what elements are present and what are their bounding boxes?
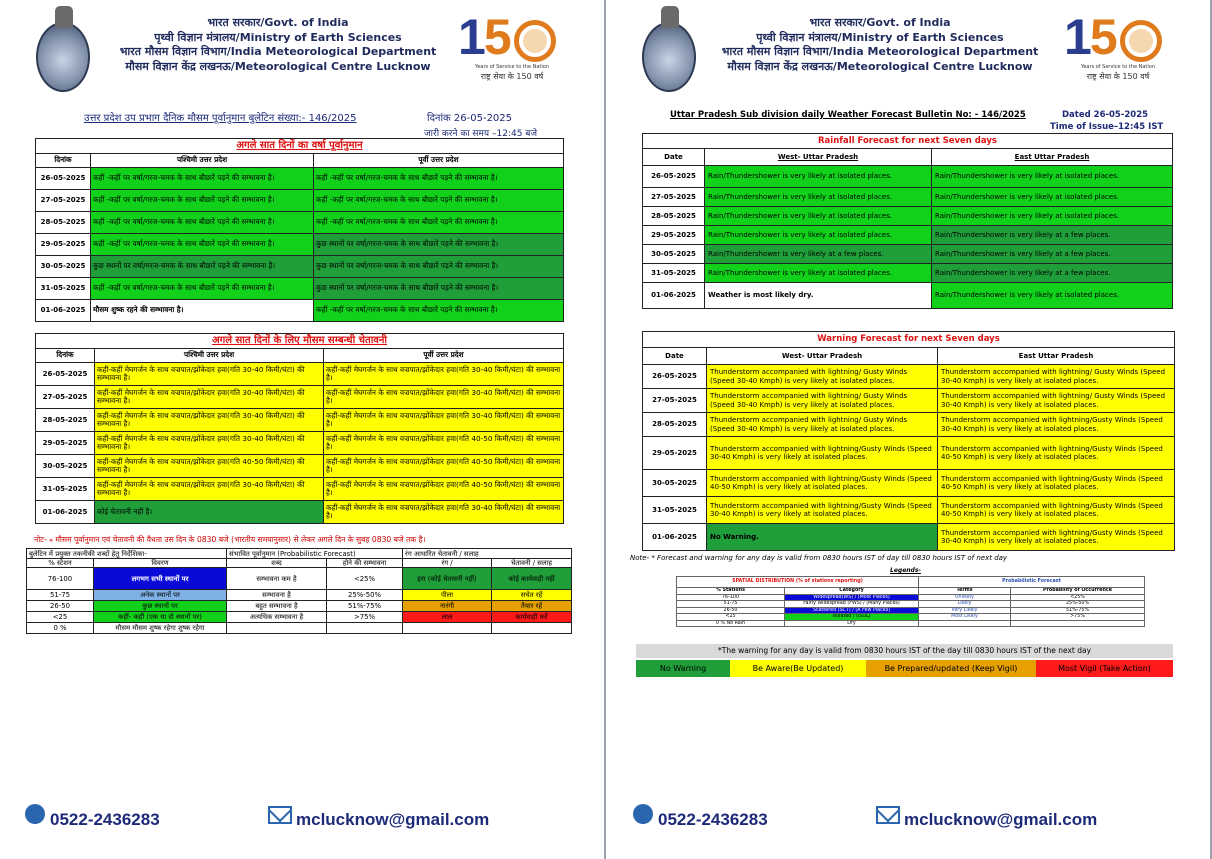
- email-address[interactable]: mclucknow@gmail.com: [296, 810, 490, 829]
- phone-number[interactable]: 0522-2436283: [50, 810, 160, 829]
- legend-prob: 51%-75%: [1011, 607, 1145, 614]
- 150-years-logo: [458, 9, 566, 86]
- legend-prob: >75%: [1011, 614, 1145, 621]
- legend-advice: कार्यवाही करें: [492, 612, 572, 623]
- logo-tagline: Years of Service to the Nation: [474, 64, 550, 70]
- row-west: कहीं -कहीं पर वर्षा/गरज-चमक के साथ बौछारें पड़ने की सम्भावना है।: [91, 190, 314, 212]
- legend-term: Likely: [919, 601, 1011, 608]
- row-east: कहीं-कहीं मेघगर्जन के साथ वज्रपात/झोंकेदार हवा(गति 30-40 किमी/घंटा) की सम्भावना है।: [324, 501, 564, 524]
- header-line-3: भारत मौसम विज्ञान विभाग/India Meteorological Department: [721, 45, 1039, 58]
- legend-color: पीला: [403, 590, 492, 601]
- row-date: 01-06-2025: [36, 501, 95, 524]
- table-row: [36, 256, 564, 278]
- header-line-1: भारत सरकार/Govt. of India: [207, 16, 349, 29]
- legend-term: [919, 620, 1011, 627]
- row-date: 30-05-2025: [36, 455, 95, 478]
- row-east: Thunderstorm accompanied with lightning/Gusty Winds (Speed 40-50 Kmph) is very likely at isolated places.: [938, 470, 1175, 497]
- legend-desc: कहीं- कहीं (एक या दो स्थानों पर): [94, 612, 227, 623]
- table-row: [643, 413, 1175, 437]
- legend-col-desc: विवरण: [94, 559, 227, 568]
- row-date: 26-05-2025: [643, 365, 707, 389]
- legend-desc: मौसम मौसम शुष्क रहेगा शुष्क रहेगा: [94, 623, 227, 634]
- row-west: कहीं -कहीं पर वर्षा/गरज-चमक के साथ बौछारें पड़ने की सम्भावना है।: [91, 234, 314, 256]
- row-west: Rain/Thundershower is very likely at a few places.: [705, 245, 932, 264]
- row-east: Thunderstorm accompanied with lightning/Gusty Winds (Speed 30-40 Kmph) is very likely at isolated places.: [938, 413, 1175, 437]
- logo-digit-1: 1: [458, 9, 484, 65]
- legend-prob: [327, 623, 403, 634]
- row-date: 29-05-2025: [36, 234, 91, 256]
- legend-prob: 25%-50%: [1011, 601, 1145, 608]
- table-row: [36, 455, 564, 478]
- col-east: पूर्वी उत्तर प्रदेश: [314, 154, 564, 168]
- table-row: [643, 207, 1173, 226]
- col-date: दिनांक: [36, 349, 95, 363]
- row-west: कुछ स्थानों पर वर्षा/गरज-चमक के साथ बौछारें पड़ने की सम्भावना है।: [91, 256, 314, 278]
- legend-col-term: शब्द: [227, 559, 327, 568]
- row-west: कहीं-कहीं मेघगर्जन के साथ वज्रपात/झोंकेदार हवा(गति 30-40 किमी/घंटा) की सम्भावना है।: [95, 363, 324, 386]
- 150-years-logo: [1064, 9, 1172, 86]
- row-west: Rain/Thundershower is very likely at isolated places.: [705, 207, 932, 226]
- row-east: कहीं-कहीं मेघगर्जन के साथ वज्रपात/झोंकेदार हवा(गति 30-40 किमी/घंटा) की सम्भावना है।: [324, 386, 564, 409]
- table-row: [36, 234, 564, 256]
- row-date: 29-05-2025: [643, 437, 707, 470]
- row-west: Thunderstorm accompanied with lightning/ Gusty Winds (Speed 30-40 Kmph) is very likely at isolated places.: [707, 413, 938, 437]
- imd-emblem: [642, 22, 696, 92]
- row-date: 30-05-2025: [643, 470, 707, 497]
- legend-pct: 51-75: [27, 590, 94, 601]
- table-row: [643, 389, 1175, 413]
- warning-forecast-table: [642, 331, 1175, 551]
- warn-table-caption: Warning Forecast for next Seven days: [643, 332, 1175, 348]
- logo-tagline-hindi: राष्ट्र सेवा के 150 वर्ष: [1086, 72, 1150, 81]
- header-line-3: भारत मौसम विज्ञान विभाग/India Meteorological Department: [119, 45, 437, 58]
- legend-pct: <25: [677, 614, 785, 621]
- row-east: Rain/Thundershower is very likely at isolated places.: [932, 283, 1173, 309]
- table-row: [36, 432, 564, 455]
- bulletin-date: Dated 26-05-2025: [1062, 110, 1149, 120]
- row-date: 28-05-2025: [643, 207, 705, 226]
- bulletin-title: Uttar Pradesh Sub division daily Weather Forecast Bulletin No: - 146/2025: [670, 110, 1026, 120]
- row-east: Rain/Thundershower is very likely at isolated places.: [932, 207, 1173, 226]
- row-date: 28-05-2025: [36, 212, 91, 234]
- table-row: [36, 363, 564, 386]
- legend-heading-1: बुलेटिन में प्रयुक्त तकनीकी शब्दों हेतु निर्देशिका-: [27, 549, 227, 559]
- legend-prob: >75%: [327, 612, 403, 623]
- col-date: दिनांक: [36, 154, 91, 168]
- table-row: [36, 478, 564, 501]
- row-date: 31-05-2025: [36, 278, 91, 300]
- header-block: [108, 16, 448, 74]
- row-east: Rain/Thundershower is very likely at isolated places.: [932, 166, 1173, 188]
- row-east: कुछ स्थानों पर वर्षा/गरज-चमक के साथ बौछारें पड़ने की सम्भावना है।: [314, 278, 564, 300]
- logo-tagline: Years of Service to the Nation: [1080, 64, 1156, 70]
- legend-pct: <25: [27, 612, 94, 623]
- legend-term: [227, 623, 327, 634]
- legend-table: [26, 548, 572, 634]
- legend-col-prob: Probability of Occurrence: [1011, 588, 1145, 595]
- row-date: 26-05-2025: [36, 363, 95, 386]
- validity-note: Note- * Forecast and warning for any day is valid from 0830 hours IST of day till 0830 hours IST of next day: [630, 554, 1008, 562]
- legend-col-color: रंग /: [403, 559, 492, 568]
- legend-term: बहुत सम्भावना है: [227, 601, 327, 612]
- header-line-4: मौसम विज्ञान केंद्र लखनऊ/Meteorological Centre Lucknow: [727, 59, 1033, 73]
- table-row: [643, 497, 1175, 524]
- legend-desc: अनेक स्थानों पर: [94, 590, 227, 601]
- row-east: कहीं -कहीं पर वर्षा/गरज-चमक के साथ बौछारें पड़ने की सम्भावना है।: [314, 168, 564, 190]
- legend-pct: 26-50: [677, 607, 785, 614]
- table-row: [36, 278, 564, 300]
- col-west: पश्चिमी उत्तर प्रदेश: [91, 154, 314, 168]
- legend-pct: 76-100: [677, 594, 785, 601]
- row-date: 01-06-2025: [36, 300, 91, 322]
- row-west: Thunderstorm accompanied with lightning/ Gusty Winds (Speed 30-40 Kmph) is very likely at isolated places.: [707, 365, 938, 389]
- row-west: कहीं-कहीं मेघगर्जन के साथ वज्रपात/झोंकेदार हवा(गति 30-40 किमी/घंटा) की सम्भावना है।: [95, 409, 324, 432]
- legend-pct: 51-75: [677, 601, 785, 608]
- row-east: कहीं-कहीं मेघगर्जन के साथ वज्रपात/झोंकेदार हवा(गति 40-50 किमी/घंटा) की सम्भावना है।: [324, 455, 564, 478]
- legend-col-prob: होने की सम्भावना: [327, 559, 403, 568]
- legend-bar-red: Most Vigil (Take Action): [1036, 660, 1173, 677]
- phone-icon: [633, 804, 653, 824]
- row-date: 27-05-2025: [36, 386, 95, 409]
- legend-color: नारंगी: [403, 601, 492, 612]
- col-east: East Uttar Pradesh: [932, 149, 1173, 166]
- row-west: कहीं -कहीं पर वर्षा/गरज-चमक के साथ बौछारें पड़ने की सम्भावना है।: [91, 168, 314, 190]
- table-row: [36, 190, 564, 212]
- row-east: कहीं -कहीं पर वर्षा/गरज-चमक के साथ बौछारें पड़ने की सम्भावना है।: [314, 190, 564, 212]
- row-west: Thunderstorm accompanied with lightning/Gusty Winds (Speed 30-40 Kmph) is very likely at isolated places.: [707, 497, 938, 524]
- legends-title: Legends-: [890, 567, 921, 574]
- legend-pct: 26-50: [27, 601, 94, 612]
- row-west: Rain/Thundershower is very likely at isolated places.: [705, 166, 932, 188]
- legend-col-term: Terms: [919, 588, 1011, 595]
- legend-bar-green: No Warning: [636, 660, 730, 677]
- row-west: No Warning.: [707, 524, 938, 551]
- legend-table: [676, 576, 1145, 627]
- row-west: Weather is most likely dry.: [705, 283, 932, 309]
- row-date: 26-05-2025: [36, 168, 91, 190]
- issue-time: Time of Issue–12:45 IST: [1050, 122, 1164, 132]
- table-row: [643, 524, 1175, 551]
- legend-cat: Scattered (SCT) / (A Few Places): [785, 607, 919, 614]
- legend-color: लाल: [403, 612, 492, 623]
- legend-col-pct: % Stations: [677, 588, 785, 595]
- table-row: [36, 386, 564, 409]
- row-west: कहीं-कहीं मेघगर्जन के साथ वज्रपात/झोंकेदार हवा(गति 30-40 किमी/घंटा) की सम्भावना है।: [95, 478, 324, 501]
- legend-color: हरा (कोई चेतावनी नहीं): [403, 568, 492, 590]
- legend-desc: कुछ स्थानों पर: [94, 601, 227, 612]
- table-row: [643, 264, 1173, 283]
- row-east: Rain/Thundershower is very likely at a few places.: [932, 245, 1173, 264]
- row-east: कुछ स्थानों पर वर्षा/गरज-चमक के साथ बौछारें पड़ने की सम्भावना है।: [314, 234, 564, 256]
- row-west: Thunderstorm accompanied with lightning/Gusty Winds (Speed 30-40 Kmph) is very likely at isolated places.: [707, 437, 938, 470]
- row-east: कहीं-कहीं मेघगर्जन के साथ वज्रपात/झोंकेदार हवा(गति 30-40 किमी/घंटा) की सम्भावना है।: [324, 363, 564, 386]
- page-english: [606, 0, 1210, 859]
- col-east: East Uttar Pradesh: [938, 348, 1175, 365]
- legend-advice: [492, 623, 572, 634]
- row-east: Thunderstorm accompanied with lightning/Gusty Winds (Speed 40-50 Kmph) is very likely at isolated places.: [938, 497, 1175, 524]
- row-east: Rain/Thundershower is very likely at a few places.: [932, 226, 1173, 245]
- legend-term: Most Likely: [919, 614, 1011, 621]
- row-west: Thunderstorm accompanied with lightning/ Gusty Winds (Speed 30-40 Kmph) is very likely at isolated places.: [707, 389, 938, 413]
- legend-cat: Fairly Widespread (FWS) / (Many Places): [785, 601, 919, 608]
- header-line-4: मौसम विज्ञान केंद्र लखनऊ/Meteorological Centre Lucknow: [125, 59, 431, 73]
- table-row: [36, 168, 564, 190]
- row-date: 28-05-2025: [643, 413, 707, 437]
- rain-table-caption: Rainfall Forecast for next Seven days: [643, 134, 1173, 149]
- legend-term: अत्यधिक सम्भावना है: [227, 612, 327, 623]
- legend-advice: तैयार रहें: [492, 601, 572, 612]
- row-east: कहीं-कहीं मेघगर्जन के साथ वज्रपात/झोंकेदार हवा(गति 40-50 किमी/घंटा) की सम्भावना है।: [324, 432, 564, 455]
- header-line-1: भारत सरकार/Govt. of India: [809, 16, 951, 29]
- row-west: कहीं -कहीं पर वर्षा/गरज-चमक के साथ बौछारें पड़ने की सम्भावना है।: [91, 278, 314, 300]
- table-row: [36, 409, 564, 432]
- row-east: कहीं-कहीं मेघगर्जन के साथ वज्रपात/झोंकेदार हवा(गति 40-50 किमी/घंटा) की सम्भावना है।: [324, 478, 564, 501]
- legend-cat: Widespread(WS) / (Most Places): [785, 594, 919, 601]
- legend-prob: 51%-75%: [327, 601, 403, 612]
- legend-heading-3: रंग आधारित चेतावनी / सलाह: [403, 549, 572, 559]
- row-east: कहीं-कहीं मेघगर्जन के साथ वज्रपात/झोंकेदार हवा(गति 30-40 किमी/घंटा) की सम्भावना है।: [324, 409, 564, 432]
- legend-prob: [1011, 620, 1145, 627]
- row-west: Rain/Thundershower is very likely at isolated places.: [705, 226, 932, 245]
- row-date: 29-05-2025: [36, 432, 95, 455]
- row-date: 31-05-2025: [36, 478, 95, 501]
- row-west: मौसम शुष्क रहने की सम्भावना है।: [91, 300, 314, 322]
- imd-emblem: [36, 22, 90, 92]
- row-west: कहीं-कहीं मेघगर्जन के साथ वज्रपात/झोंकेदार हवा(गति 40-50 किमी/घंटा) की सम्भावना है।: [95, 455, 324, 478]
- row-date: 01-06-2025: [643, 524, 707, 551]
- table-row: [36, 501, 564, 524]
- logo-tagline-hindi: राष्ट्र सेवा के 150 वर्ष: [480, 72, 544, 81]
- table-row: [36, 212, 564, 234]
- legend-term: सम्भावना है: [227, 590, 327, 601]
- row-date: 30-05-2025: [36, 256, 91, 278]
- row-date: 27-05-2025: [643, 188, 705, 207]
- table-row: [643, 226, 1173, 245]
- rain-forecast-table: [642, 133, 1173, 309]
- phone-number[interactable]: 0522-2436283: [658, 810, 768, 829]
- row-east: Thunderstorm accompanied with lightning/Gusty Winds (Speed 40-50 Kmph) is very likely at isolated places.: [938, 437, 1175, 470]
- legend-prob: 25%-50%: [327, 590, 403, 601]
- col-east: पूर्वी उत्तर प्रदेश: [324, 349, 564, 363]
- warn-table-caption: अगले सात दिनों के लिए मौसम सम्बन्धी चेतावनी: [36, 334, 564, 349]
- row-west: कोई चेतावनी नहीं है।: [95, 501, 324, 524]
- legend-advice: कोई कार्यवाही नहीं: [492, 568, 572, 590]
- col-west: West- Uttar Pradesh: [707, 348, 938, 365]
- legend-spatial-title: SPATIAL DISTRIBUTION (% of stations reporting): [677, 577, 919, 588]
- bulletin-date: दिनांक 26-05-2025: [427, 113, 513, 124]
- legend-term: Very Likely: [919, 607, 1011, 614]
- table-row: [643, 437, 1175, 470]
- rain-forecast-table: [35, 138, 564, 322]
- row-date: 31-05-2025: [643, 264, 705, 283]
- legend-bar-yellow: Be Aware(Be Updated): [730, 660, 866, 677]
- row-east: कुछ स्थानों पर वर्षा/गरज-चमक के साथ बौछारें पड़ने की सम्भावना है।: [314, 256, 564, 278]
- row-date: 29-05-2025: [643, 226, 705, 245]
- row-east: कहीं -कहीं पर वर्षा/गरज-चमक के साथ बौछारें पड़ने की सम्भावना है।: [314, 300, 564, 322]
- row-west: कहीं-कहीं मेघगर्जन के साथ वज्रपात/झोंकेदार हवा(गति 30-40 किमी/घंटा) की सम्भावना है।: [95, 432, 324, 455]
- row-date: 26-05-2025: [643, 166, 705, 188]
- row-east: Thunderstorm accompanied with lightning/ Gusty Winds (Speed 30-40 Kmph) is very likely at isolated places.: [938, 365, 1175, 389]
- row-date: 27-05-2025: [643, 389, 707, 413]
- table-row: [643, 365, 1175, 389]
- row-west: कहीं-कहीं मेघगर्जन के साथ वज्रपात/झोंकेदार हवा(गति 30-40 किमी/घंटा) की सम्भावना है।: [95, 386, 324, 409]
- table-row: [643, 166, 1173, 188]
- legend-prob: <25%: [1011, 594, 1145, 601]
- header-line-2: पृथ्वी विज्ञान मंत्रालय/Ministry of Earth Sciences: [154, 30, 402, 44]
- validity-banner: *The warning for any day is valid from 0830 hours IST of the day till 0830 hours IST of the next day: [636, 644, 1173, 658]
- row-date: 31-05-2025: [643, 497, 707, 524]
- logo-digit-5: 5: [483, 9, 510, 65]
- col-west: पश्चिमी उत्तर प्रदेश: [95, 349, 324, 363]
- bulletin-title: उत्तर प्रदेश उप प्रभाग दैनिक मौसम पूर्वानुमान बुलेटिन संख्या:- 146/2025: [84, 113, 357, 124]
- legend-col-advice: चेतावनी / सलाह: [492, 559, 572, 568]
- legend-pct: 76-100: [27, 568, 94, 590]
- header-block: [710, 16, 1050, 74]
- logo-digit-5: 5: [1089, 9, 1116, 65]
- row-date: 30-05-2025: [643, 245, 705, 264]
- header-line-2: पृथ्वी विज्ञान मंत्रालय/Ministry of Earth Sciences: [756, 30, 1004, 44]
- col-west: West- Uttar Pradesh: [705, 149, 932, 166]
- legend-desc: लगभग सभी स्थानों पर: [94, 568, 227, 590]
- legend-color: [403, 623, 492, 634]
- row-west: Thunderstorm accompanied with lightning/Gusty Winds (Speed 40-50 Kmph) is very likely at isolated places.: [707, 470, 938, 497]
- legend-heading-2: संभावित पूर्वानुमान (Probabilistic Forecast): [227, 549, 403, 559]
- row-east: Rain/Thundershower is very likely at a few places.: [932, 264, 1173, 283]
- table-row: [643, 245, 1173, 264]
- legend-pct: 0 %: [27, 623, 94, 634]
- legend-term: सम्भावना कम है: [227, 568, 327, 590]
- legend-prob: <25%: [327, 568, 403, 590]
- col-date: Date: [643, 149, 705, 166]
- legend-col-cat: Category: [785, 588, 919, 595]
- legend-col-pct: % स्टेशन: [27, 559, 94, 568]
- email-address[interactable]: mclucknow@gmail.com: [904, 810, 1098, 829]
- row-date: 01-06-2025: [643, 283, 705, 309]
- email-icon: [876, 806, 900, 824]
- legend-cat: Isolated / (ISOL): [785, 614, 919, 621]
- table-row: [643, 470, 1175, 497]
- table-row: [643, 188, 1173, 207]
- row-date: 28-05-2025: [36, 409, 95, 432]
- row-east: कहीं -कहीं पर वर्षा/गरज-चमक के साथ बौछारें पड़ने की सम्भावना है।: [314, 212, 564, 234]
- issue-time: जारी करने का समय –12:45 बजे: [424, 129, 538, 139]
- legend-cat: Dry: [785, 620, 919, 627]
- logo-digit-1: 1: [1064, 9, 1090, 65]
- email-icon: [268, 806, 292, 824]
- row-east: Rain/Thundershower is very likely at isolated places.: [932, 188, 1173, 207]
- row-west: Rain/Thundershower is very likely at isolated places.: [705, 188, 932, 207]
- legend-term: Unlikely: [919, 594, 1011, 601]
- col-date: Date: [643, 348, 707, 365]
- row-east: Thunderstorm accompanied with lightning/ Gusty Winds (Speed 30-40 Kmph) is very likely at isolated places.: [938, 389, 1175, 413]
- row-west: कहीं -कहीं पर वर्षा/गरज-चमक के साथ बौछारें पड़ने की सम्भावना है।: [91, 212, 314, 234]
- phone-icon: [25, 804, 45, 824]
- row-west: Rain/Thundershower is very likely at isolated places.: [705, 264, 932, 283]
- legend-pct: 0 % No Rain: [677, 620, 785, 627]
- legend-bar-orange: Be Prepared/updated (Keep Vigil): [866, 660, 1036, 677]
- row-date: 27-05-2025: [36, 190, 91, 212]
- rain-table-caption: अगले सात दिनों का वर्षा पूर्वानुमान: [36, 139, 564, 154]
- table-row: [643, 283, 1173, 309]
- row-east: Thunderstorm accompanied with lightning/Gusty Winds (Speed 30-40 Kmph) is very likely at isolated places.: [938, 524, 1175, 551]
- warning-forecast-table: [35, 333, 564, 524]
- table-row: [36, 300, 564, 322]
- legend-advice: सचेत रहें: [492, 590, 572, 601]
- validity-note: नोट- ⁎ मौसम पूर्वानुमान एवं चेतावनी की वैधता उस दिन के 0830 बजे (भारतीय समयानुसार) से लेकर अगले दिन के सुबह 0830 बजे तक है।: [34, 535, 426, 544]
- page-hindi: [0, 0, 604, 859]
- legend-prob-title: Probabilistic Forecast: [919, 577, 1145, 588]
